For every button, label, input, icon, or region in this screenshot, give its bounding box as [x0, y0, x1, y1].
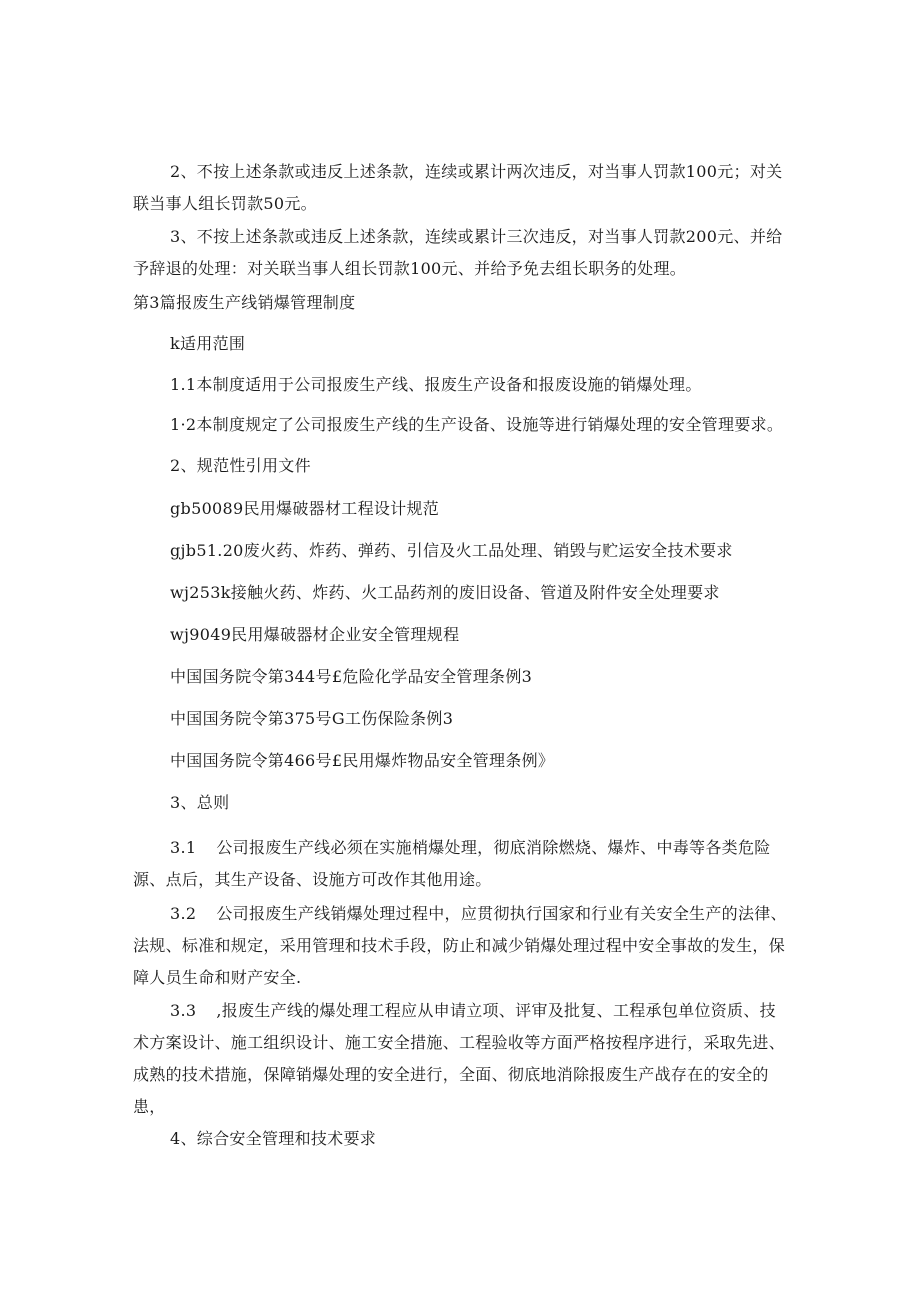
reference-item: 中国国务院令第344号£危险化学品安全管理条例3 [170, 667, 533, 686]
paragraph-penalty-3: 3、不按上述条款或违反上述条款，连续或累计三次违反，对当事人罚款200元、并给予辞退的处理：对关联当事人组长罚款100元、并给予免去组长职务的处理。 [133, 227, 783, 278]
chapter-title: 第3篇报废生产线销爆管理制度 [133, 293, 356, 312]
clause-number: 3.1 [170, 838, 197, 857]
section-2-heading: 2、规范性引用文件 [170, 456, 311, 475]
section-1-heading: k适用范围 [170, 334, 246, 353]
clause-3-2 [133, 898, 789, 994]
clause-number: 3.2 [170, 904, 197, 923]
clause-3-1 [133, 832, 789, 896]
reference-item: wj253k接触火药、炸药、火工品药剂的废旧设备、管道及附件安全处理要求 [170, 583, 720, 602]
clause-text: 公司报废生产线必须在实施梢爆处理，彻底消除燃烧、爆炸、中毒等各类危险源、点后，其生产设备、设施方可改作其他用途。 [133, 838, 771, 889]
reference-item: gb50089民用爆破器材工程设计规范 [170, 499, 440, 518]
reference-item: 中国国务院令第375号G工伤保险条例3 [170, 709, 454, 728]
clause-number: 3.3 [170, 1001, 197, 1020]
clause-1-1: 1.1本制度适用于公司报废生产线、报废生产设备和报废设施的销爆处理。 [170, 375, 702, 394]
clause-1-2: 1·2本制度规定了公司报废生产线的生产设备、设施等进行销爆处理的安全管理要求。 [170, 415, 784, 434]
reference-item: wj9049民用爆破器材企业安全管理规程 [170, 625, 460, 644]
section-3-heading: 3、总则 [170, 793, 230, 812]
section-4-heading: 4、综合安全管理和技术要求 [170, 1129, 377, 1148]
reference-item: gjb51.20废火药、炸药、弹药、引信及火工品处理、销毁与贮运安全技术要求 [170, 541, 733, 560]
clause-text: ,报废生产线的爆处理工程应从申请立项、评审及批复、工程承包单位资质、技术方案设计、施工组织设计、施工安全措施、工程验收等方面严格按程序进行，采取先进、成熟的技术措施，保障销爆处理的安全进行，全面、彻底地消除报废生产战存在的安全的患， [133, 1001, 786, 1116]
reference-item: 中国国务院令第466号£民用爆炸物品安全管理条例》 [170, 751, 555, 770]
clause-text: 公司报废生产线销爆处理过程中，应贯彻执行国家和行业有关安全生产的法律、法规、标准和规定，采用管理和技术手段，防止和减少销爆处理过程中安全事故的发生，保障人员生命和财产安全. [133, 904, 787, 987]
clause-3-3 [133, 995, 789, 1123]
paragraph-penalty-2: 2、不按上述条款或违反上述条款，连续或累计两次违反，对当事人罚款100元；对关联当事人组长罚款50元。 [133, 162, 783, 213]
